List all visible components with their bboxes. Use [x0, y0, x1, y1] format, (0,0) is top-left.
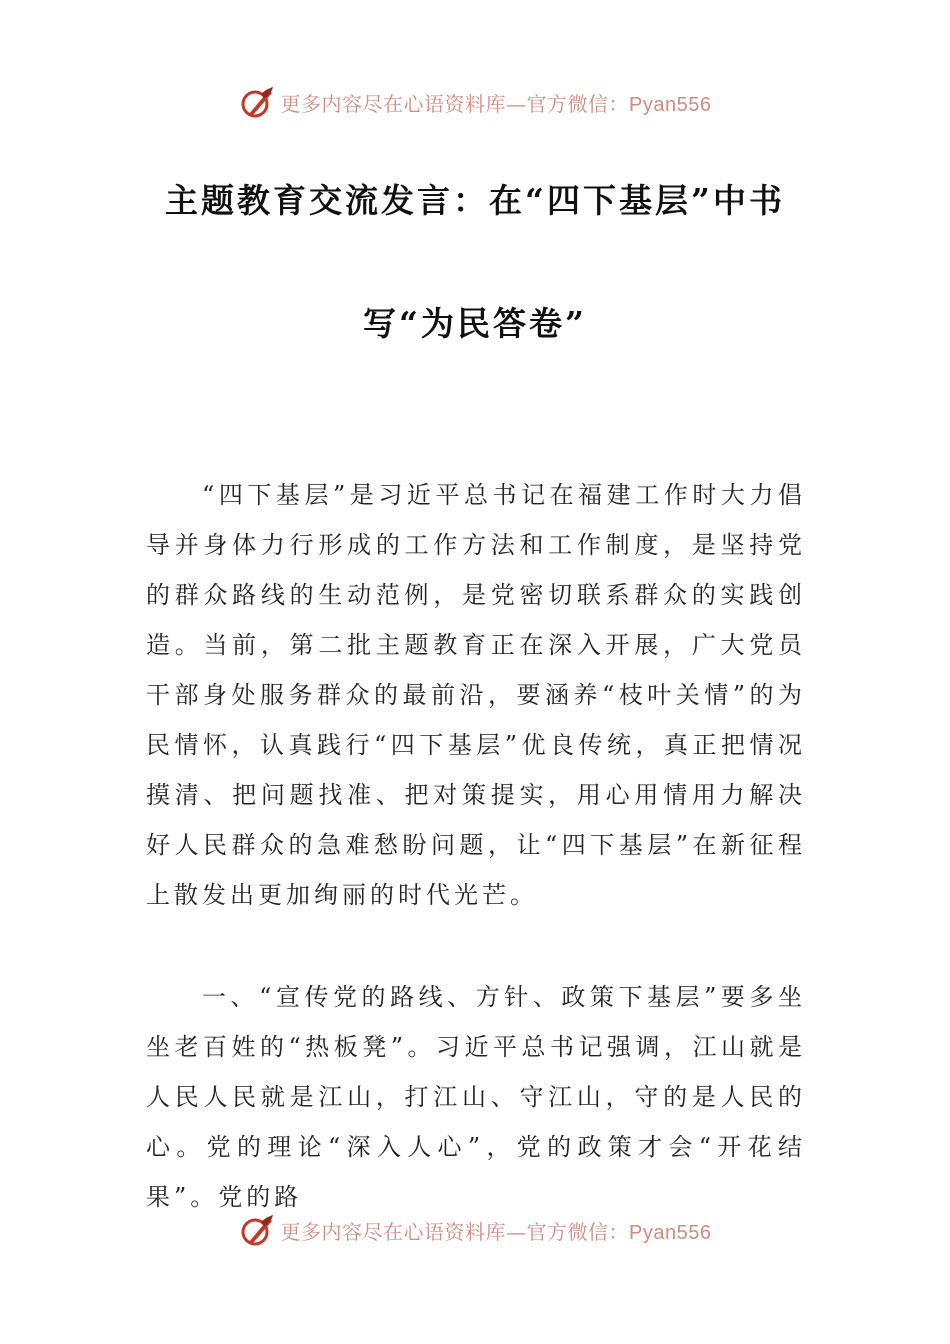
watermark-wechat-label: 官方微信： [526, 1219, 630, 1244]
watermark-brand: 更多内容尽在心语资料库 [280, 91, 507, 116]
quill-logo-icon [239, 1212, 275, 1248]
watermark-dash: — [506, 91, 527, 116]
watermark-wechat-id: Pyan556 [629, 93, 712, 116]
document-body [146, 470, 806, 1274]
watermark-wechat-id: Pyan556 [629, 1221, 712, 1244]
document-title-line-1: 主题教育交流发言：在“四下基层”中书 [165, 181, 785, 220]
watermark-wechat-label: 官方微信： [526, 91, 630, 116]
paragraph-intro: “四下基层”是习近平总书记在福建工作时大力倡导并身体力行形成的工作方法和工作制度，是坚持党的群众路线的生动范例，是党密切联系群众的实践创造。当前，第二批主题教育正在深入开展，广大党员干部身处服务群众的最前沿，要涵养“枝叶关情”的为民情怀，认真践行“四下基层”优良传统，真正把情况摸清、把问题找准、把对策提实，用心用情用力解决好人民群众的急难愁盼问题，让“四下基层”在新征程上散发出更加绚丽的时代光芒。 [146, 481, 806, 909]
watermark-dash: — [506, 1219, 527, 1244]
watermark-content [239, 84, 712, 120]
quill-logo-icon [239, 84, 275, 120]
watermark-brand: 更多内容尽在心语资料库 [280, 1219, 507, 1244]
watermark-banner-top [0, 82, 950, 122]
paragraph-section-1: 一、“宣传党的路线、方针、政策下基层”要多坐坐老百姓的“热板凳”。习近平总书记强调，江山就是人民人民就是江山，打江山、守江山，守的是人民的心。党的理论“深入人心”，党的政策才会“开花结果”。党的路 [146, 983, 806, 1211]
watermark-banner-bottom [0, 1210, 950, 1250]
watermark-content [239, 1212, 712, 1248]
document-title-line-2: 写“为民答卷” [363, 304, 587, 343]
